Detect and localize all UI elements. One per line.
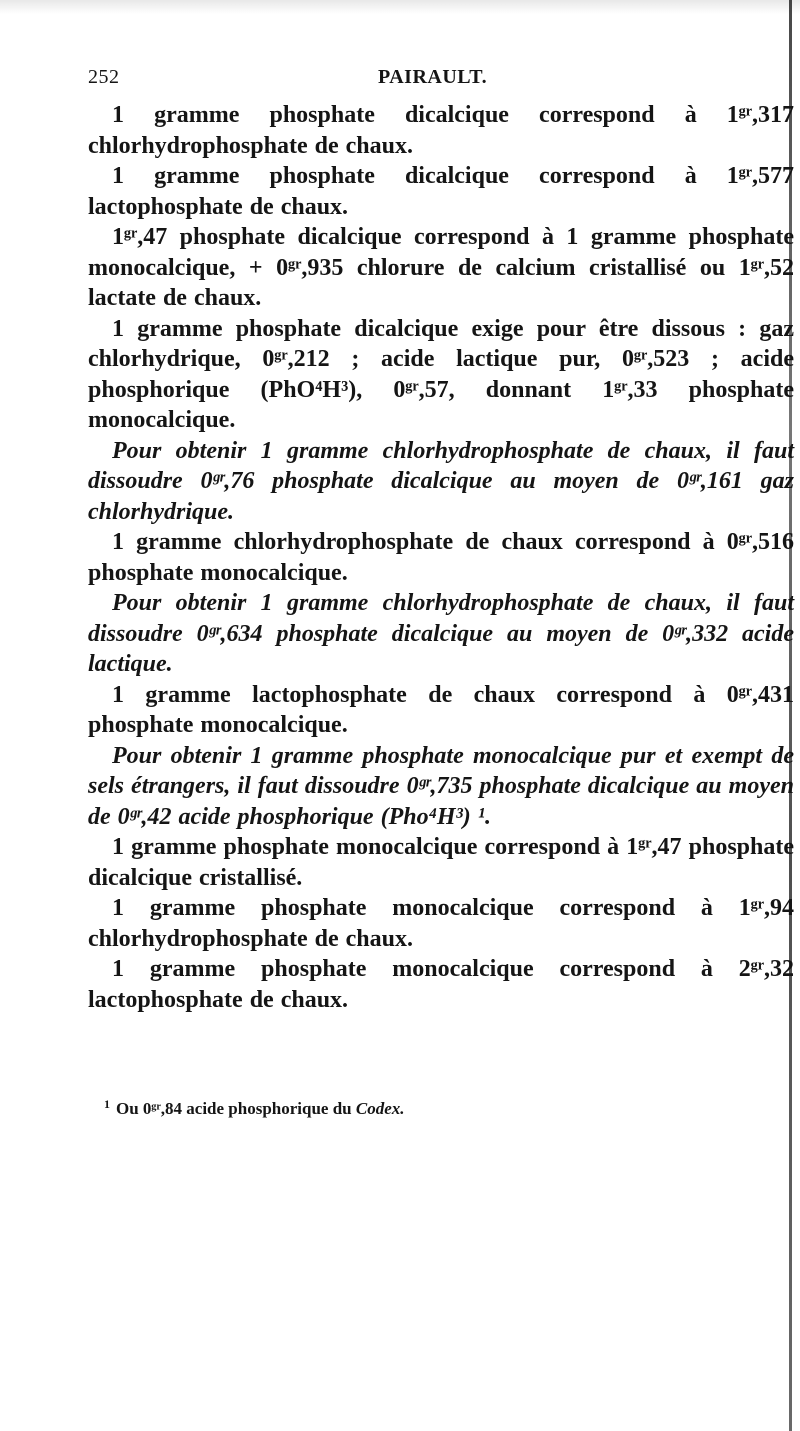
page-number: 252 (88, 66, 120, 88)
paragraph-12: 1 gramme phosphate monocalcique correspond à 2ᵍʳ,32 lactophosphate de chaux. (88, 956, 794, 1013)
footnote (104, 1097, 405, 1119)
paragraph-11: 1 gramme phosphate monocalcique correspond à 1ᵍʳ,94 chlorhydrophosphate de chaux. (88, 895, 794, 952)
paragraph-6: 1 gramme chlorhydrophosphate de chaux correspond à 0ᵍʳ,516 phosphate monocalcique. (88, 529, 794, 586)
paragraph-4: 1 gramme phosphate dicalcique exige pour être dissous : gaz chlorhydrique, 0ᵍʳ,212 ; acide lactique pur, 0ᵍʳ,523 ; acide phosphorique (PhO⁴H³), 0ᵍʳ,57, donnant 1ᵍʳ,33 phosphate monocalcique. (88, 315, 794, 433)
body-text (88, 100, 794, 1015)
paragraph-8: 1 gramme lactophosphate de chaux correspond à 0ᵍʳ,431 phosphate monocalcique. (88, 681, 794, 738)
paragraph-10: 1 gramme phosphate monocalcique correspond à 1ᵍʳ,47 phosphate dicalcique cristallisé. (88, 834, 794, 891)
paragraph-5: Pour obtenir 1 gramme chlorhydrophosphate de chaux, il faut dissoudre 0ᵍʳ,76 phosphate dicalcique au moyen de 0ᵍʳ,161 gaz chlorhydrique. (88, 437, 794, 525)
page-top-shadow (0, 0, 800, 14)
paragraph-7: Pour obtenir 1 gramme chlorhydrophosphate de chaux, il faut dissoudre 0ᵍʳ,634 phosphate dicalcique au moyen de 0ᵍʳ,332 acide lactique. (88, 590, 794, 677)
footnote-mark: 1 (104, 1097, 110, 1111)
paragraph-3: 1ᵍʳ,47 phosphate dicalcique correspond à 1 gramme phosphate monocalcique, + 0ᵍʳ,935 chlorure de calcium cristallisé ou 1ᵍʳ,52 lactate de chaux. (88, 224, 794, 311)
running-title: PAIRAULT. (378, 66, 488, 88)
paragraph-2: 1 gramme phosphate dicalcique correspond à 1ᵍʳ,577 lactophosphate de chaux. (88, 163, 794, 220)
footnote-source: Codex. (355, 1099, 405, 1118)
footnote-text: Ou 0ᵍʳ,84 acide phosphorique du (116, 1099, 352, 1118)
paragraph-1: 1 gramme phosphate dicalcique correspond à 1ᵍʳ,317 chlorhydrophosphate de chaux. (88, 102, 794, 159)
paragraph-9: Pour obtenir 1 gramme phosphate monocalcique pur et exempt de sels étrangers, il faut dissoudre 0ᵍʳ,735 phosphate dicalcique au moyen de 0ᵍʳ,42 acide phosphorique (Pho⁴H³) ¹. (88, 742, 794, 830)
running-head (88, 66, 788, 96)
